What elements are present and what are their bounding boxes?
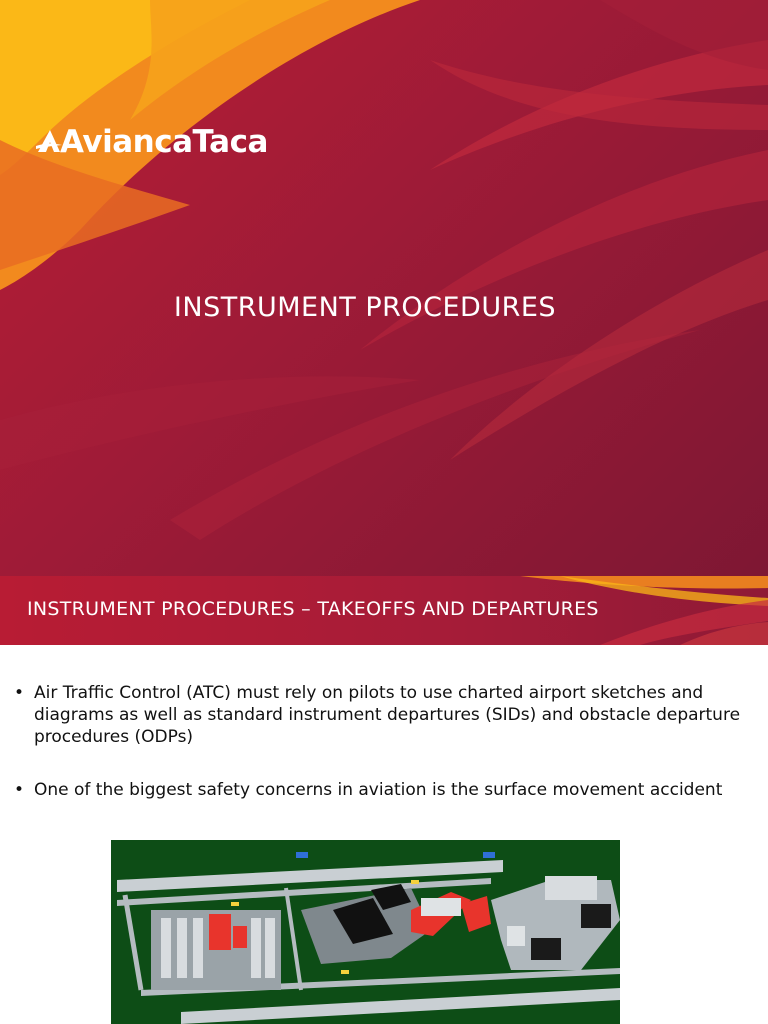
airport-diagram: [111, 840, 620, 1024]
bullet-icon: •: [14, 683, 25, 703]
bullet-list: [14, 682, 744, 801]
slide-heading: INSTRUMENT PROCEDURES – TAKEOFFS AND DEPARTURES: [27, 598, 599, 620]
avianca-taca-logo: [36, 120, 268, 164]
title-banner: [0, 576, 768, 645]
list-item: [14, 779, 744, 801]
bullet-icon: •: [14, 780, 25, 800]
bullet-text: Air Traffic Control (ATC) must rely on pilots to use charted airport sketches and diagrams as well as standard instrument departures (SIDs) and obstacle departure procedures (ODPs): [34, 683, 741, 747]
slide-title: INSTRUMENT PROCEDURES: [173, 292, 557, 323]
content-slide: [0, 576, 768, 1024]
airport-diagram-image: [111, 840, 620, 1024]
wing-icon: [36, 128, 62, 156]
logo-text: AviancaTaca: [60, 124, 268, 160]
list-item: [14, 682, 744, 748]
bullet-text: One of the biggest safety concerns in aviation is the surface movement accident: [34, 780, 723, 800]
